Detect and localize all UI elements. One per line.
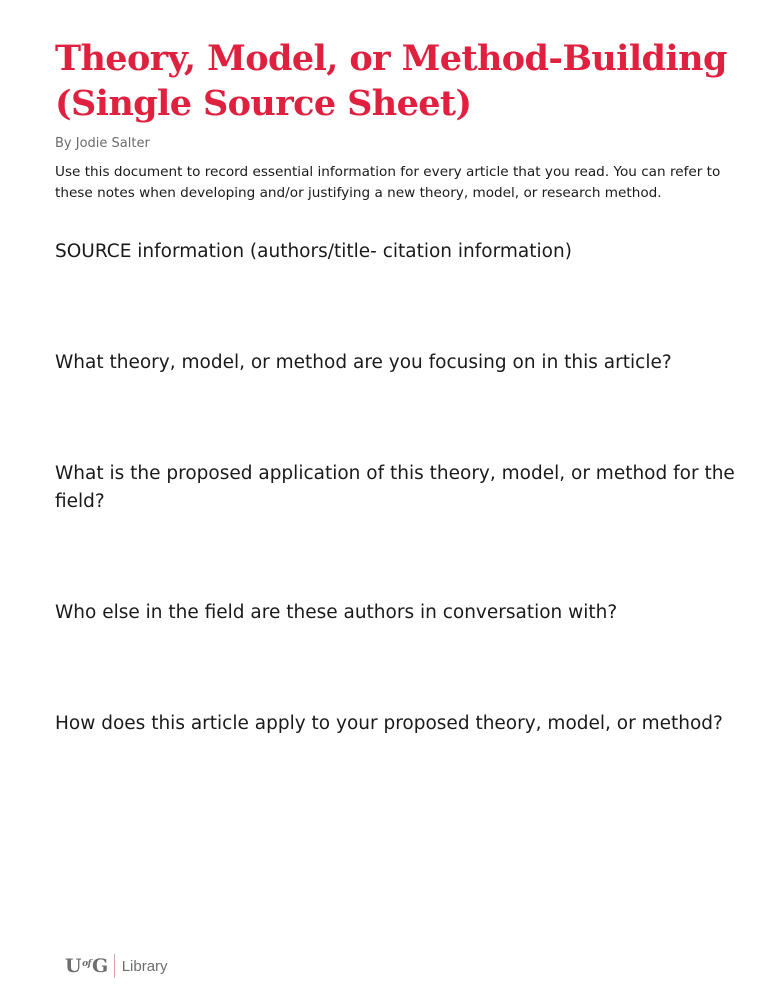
logo-divider: [114, 954, 115, 978]
intro-paragraph: Use this document to record essential information for every article that you read. You can refer to these notes when developing and/or justifying a new theory, model, or research method.: [55, 164, 721, 201]
question-proposed-application: What is the proposed application of this theory, model, or method for the field?: [55, 463, 735, 512]
question-apply-to-proposal: How does this article apply to your proposed theory, model, or method?: [55, 713, 723, 734]
logo-letter-u: U: [65, 955, 82, 977]
question-theory-focus: What theory, model, or method are you focusing on in this article?: [55, 352, 672, 373]
logo-letter-of: of: [82, 959, 91, 969]
uofg-library-logo: [65, 952, 168, 980]
document-title: Theory, Model, or Method-Building (Single Source Sheet): [55, 38, 727, 124]
logo-library-text: Library: [121, 957, 168, 975]
author-byline: By Jodie Salter: [55, 136, 150, 151]
uofg-logo-mark: [65, 955, 108, 977]
question-source-information: SOURCE information (authors/title- citation information): [55, 241, 572, 262]
question-authors-conversation: Who else in the field are these authors in conversation with?: [55, 602, 618, 623]
logo-letter-g: G: [91, 955, 108, 977]
